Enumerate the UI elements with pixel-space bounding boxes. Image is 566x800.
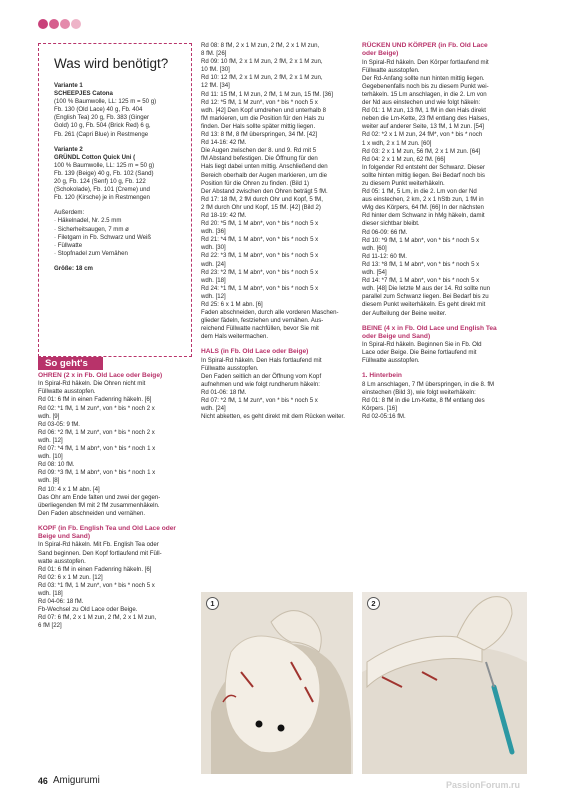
section-heading: HALS (in Fb. Old Lace oder Beige) xyxy=(201,348,309,356)
text-line: 8 Lm anschlagen, 7 fM überspringen, in die 8. fM xyxy=(362,380,495,388)
text-line: Rd 09: 10 fM, 2 x 1 M zun, 2 fM, 2 x 1 M zun, xyxy=(201,58,323,66)
chapter-dot xyxy=(49,19,59,29)
text-line: Füllwatte ausstopfen. xyxy=(362,357,420,365)
column-middle xyxy=(201,42,350,422)
text-line: Variante 2 xyxy=(54,145,83,153)
text-line: wdh. [48] Die letzte M aus der 14. Rd sollte nun xyxy=(362,285,491,293)
text-line: wdh. [18] xyxy=(201,276,226,284)
text-line: In folgender Rd entsteht der Schwanz. Dieser xyxy=(362,163,485,171)
text-line: Faden abschneiden, durch alle vorderen Maschen- xyxy=(201,309,339,317)
text-line: fM Abstand befestigen. Die Öffnung für den xyxy=(201,155,318,163)
text-line: Sand beginnen. Den Kopf fortlaufend mit Füll- xyxy=(38,549,162,557)
page-number: 46 xyxy=(38,776,48,786)
text-line: Körpers. [16] xyxy=(362,405,397,413)
text-line: 2 fM durch Ohr und Kopf, 15 fM. [42] (Bild 2) xyxy=(201,203,321,211)
text-line: 1 x wdh, 2 x 1 M zun. [60] xyxy=(362,139,432,147)
text-line: Rd 11: 15 fM, 1 M zun, 2 fM, 1 M zun, 15 fM. [36] xyxy=(201,90,333,98)
section-heading: 1. Hinterbein xyxy=(362,372,402,380)
text-line: · Häkelnadel, Nr. 2.5 mm xyxy=(54,217,122,225)
text-line: neben die Lm-Kette, 23 fM entlang des Halses, xyxy=(362,115,490,123)
text-line: Rd 13: *8 fM, 1 M abn*, von * bis * noch 5 x xyxy=(362,260,480,268)
text-line: Rd 02: *2 x 1 M zun, 24 fM*, von * bis * noch xyxy=(362,131,483,139)
text-line: watte ausstopfen. xyxy=(38,557,86,565)
materials-title: Was wird benötigt? xyxy=(54,56,169,71)
text-line: überliegenden fM mit 2 fM zusammenhäkeln. xyxy=(38,501,160,509)
text-line: Rd 24: *1 fM, 1 M abn*, von * bis * noch 5 x xyxy=(201,284,319,292)
text-line: Rd 03: 2 x 1 M zun, 56 fM, 2 x 1 M zun. [64] xyxy=(362,147,481,155)
text-line: Nicht abketten, es geht direkt mit dem Rücken weiter. xyxy=(201,413,345,421)
chapter-dots xyxy=(38,19,81,29)
text-line: Rd 01: 1 M zun, 13 fM, 1 fM in den Hals direkt xyxy=(362,107,486,115)
text-line: Größe: 18 cm xyxy=(54,264,93,272)
text-line: In Spiral-Rd häkeln. Mit Fb. English Tea oder xyxy=(38,541,159,549)
text-line: In Spiral-Rd häkeln. Die Ohren nicht mit xyxy=(38,380,146,388)
text-line: wdh. [18] xyxy=(38,590,63,598)
text-line: wdh. [10] xyxy=(38,453,63,461)
text-line: dieser sichtbar bleibt. xyxy=(362,220,420,228)
text-line: Rd 06-09: 66 fM. xyxy=(362,228,408,236)
photo-2-badge: 2 xyxy=(367,597,380,610)
text-line: sollte hinten mittig liegen. Bei Bedarf noch bis xyxy=(362,171,485,179)
photo-2-illustration xyxy=(362,592,527,774)
text-line: Rd 11-12: 60 fM. xyxy=(362,252,407,260)
text-line: Rd 14-16: 42 fM. xyxy=(201,139,247,147)
text-line: Rd 03: *1 fM, 1 M zun*, von * bis * noch 5 x xyxy=(38,581,155,589)
text-line: Rd 12: *5 fM, 1 M zun*, von * bis * noch 5 x xyxy=(201,98,318,106)
text-line: Rd 17: 18 fM, 2 fM durch Ohr und Kopf, 5 fM, xyxy=(201,195,323,203)
section-heading: oder Beige und Sand) xyxy=(362,332,431,340)
text-line: (English Tea) 20 g, Fb. 383 (Ginger xyxy=(54,114,150,122)
text-line: In Spiral-Rd häkeln. Den Körper fortlaufend mit xyxy=(362,58,489,66)
spacer xyxy=(54,139,182,146)
text-line: Rd 01-06: 18 fM. xyxy=(201,389,247,397)
text-line: Die Augen zwischen der 8. und 9. Rd mit 5 xyxy=(201,147,317,155)
spacer xyxy=(201,341,350,348)
section-heading: Beige und Sand) xyxy=(38,533,91,541)
text-line: In Spiral-Rd häkeln. Den Hals fortlaufend mit xyxy=(201,356,322,364)
chapter-dot xyxy=(71,19,81,29)
text-line: · Füllwatte xyxy=(54,241,83,249)
text-line: Hals liegt dabei unten mittig. Anschließend den xyxy=(201,163,328,171)
text-line: 10 fM. [30] xyxy=(201,66,230,74)
text-line: wdh. [60] xyxy=(362,244,387,252)
text-line: wdh. [9] xyxy=(38,412,60,420)
text-line: wdh. [12] xyxy=(201,292,226,300)
text-line: finden. Der Hals sollte später mittig liegen. xyxy=(201,122,316,130)
text-line: Der Rd-Anfang sollte nun hinten mittig liegen. xyxy=(362,74,485,82)
text-line: Rd 25: 6 x 1 M abn. [6] xyxy=(201,301,263,308)
text-line: terhäkeln. 15 Lm anschlagen, in die 2. Lm von xyxy=(362,90,487,98)
photo-2 xyxy=(362,592,527,774)
text-line: Rd 22: *3 fM, 1 M abn*, von * bis * noch 5 x xyxy=(201,252,319,260)
text-line: Gegebenenfalls noch bis zu diesem Punkt wei- xyxy=(362,82,489,90)
text-line: 12 fM. [34] xyxy=(201,82,230,90)
text-line: · Sicherheitsaugen, 7 mm ø xyxy=(54,225,129,233)
text-line: (100 % Baumwolle, LL: 125 m = 50 g) xyxy=(54,98,157,106)
text-line: GRÜNDL Cotton Quick Uni ( xyxy=(54,153,136,161)
text-line: · Filetgarn in Fb. Schwarz und Weiß xyxy=(54,233,152,241)
text-line: aus einstechen, 2 km, 2 x 1 hStb zun, 1 fM in xyxy=(362,196,484,204)
text-line: Rd 08: 10 fM. xyxy=(38,461,75,469)
text-line: Rd 02: 6 x 1 M zun. [12] xyxy=(38,573,103,581)
text-line: Fb. 130 (Old Lace) 40 g, Fb. 404 xyxy=(54,106,143,114)
text-line: Rd hinter dem Schwanz in hMg häkeln, damit xyxy=(362,212,485,220)
text-line: Rd 10: 4 x 1 M abn. [4] xyxy=(38,485,100,493)
text-line: Rd 20: *5 fM, 1 M abn*, von * bis * noch 5 x xyxy=(201,220,319,228)
section-heading: oder Beige) xyxy=(362,50,399,58)
text-line: Füllwatte ausstopfen. xyxy=(362,66,420,74)
text-line: Rd 10: 12 fM, 2 x 1 M zun, 2 fM, 2 x 1 M zun, xyxy=(201,74,323,82)
spacer xyxy=(54,258,182,265)
text-line: Fb-Wechsel zu Old Lace oder Beige. xyxy=(38,606,138,614)
text-line: Rd 04: 2 x 1 M zun, 62 fM. [66] xyxy=(362,155,446,163)
text-line: Rd 04-06: 18 fM. xyxy=(38,598,84,606)
text-line: weiter auf anderer Seite, 13 fM, 1 M zun. [54] xyxy=(362,123,484,131)
text-line: der Aufteilung der Beine weiter. xyxy=(362,309,447,317)
text-line: diesem Punkt weiterhäkeln. Es geht direkt mit xyxy=(362,301,486,309)
text-line: wdh. [24] xyxy=(201,260,226,268)
section-heading: RÜCKEN UND KÖRPER (in Fb. Old Lace xyxy=(362,42,488,49)
text-line: Fb. 120 (Kirsche) je in Restmengen xyxy=(54,194,150,202)
text-line: 100 % Baumwolle, LL: 125 m = 50 g) xyxy=(54,161,155,169)
text-line: Gold) 10 g, Fb. 504 (Brick Red) 6 g, xyxy=(54,122,151,130)
text-line: Außerdem: xyxy=(54,209,85,217)
text-line: Rd 10: *9 fM, 1 M abn*, von * bis * noch 5 x xyxy=(362,236,480,244)
text-line: Rd 07: *2 fM, 1 M zun*, von * bis * noch 5 x xyxy=(201,397,318,405)
text-line: fM markieren, um die Position für den Hals zu xyxy=(201,114,325,122)
text-line: der Nd aus einstechen und wie folgt häkeln: xyxy=(362,99,481,107)
text-line: reichend Füllwatte nachfüllen, bevor Sie mit xyxy=(201,325,319,333)
text-line: 6 fM [22] xyxy=(38,622,62,630)
text-line: Den Faden abschneiden und vernähen. xyxy=(38,509,146,517)
column-right xyxy=(362,42,524,421)
spacer xyxy=(362,365,524,372)
text-line: · Stopfnadel zum Vernähen xyxy=(54,249,128,257)
text-line: Füllwatte ausstopfen. xyxy=(38,388,96,396)
text-line: dem Hals weitermachen. xyxy=(201,333,269,341)
text-line: Den Faden seitlich an der Öffnung vom Kopf xyxy=(201,372,322,380)
text-line: 20 g, Fb. 124 (Senf) 10 g, Fb. 122 xyxy=(54,178,146,186)
text-line: wdh. [42] Den Kopf umdrehen und unterhalb 8 xyxy=(201,106,327,114)
text-line: 8 fM. [26] xyxy=(201,50,227,58)
text-line: Rd 09: *3 fM, 1 M abn*, von * bis * noch 1 x xyxy=(38,469,156,477)
photo-1 xyxy=(201,592,353,774)
text-line: Füllwatte ausstopfen. xyxy=(201,364,259,372)
text-line: Bereich oberhalb der Augen markieren, um die xyxy=(201,171,328,179)
text-line: wdh. [36] xyxy=(201,228,226,236)
text-line: Variante 1 xyxy=(54,82,83,89)
text-line: Position für die Ohren zu finden. (Bild 1) xyxy=(201,179,310,187)
text-line: Rd 01: 6 fM in einen Fadenring häkeln. [6] xyxy=(38,396,152,404)
text-line: Rd 05: 1 fM, 5 Lm, in die 2. Lm von der Nd xyxy=(362,188,477,196)
chapter-dot xyxy=(60,19,70,29)
text-line: Rd 08: 8 fM, 2 x 1 M zun, 2 fM, 2 x 1 M zun, xyxy=(201,42,320,49)
text-line: Rd 02-05:16 fM. xyxy=(362,413,406,421)
text-line: Rd 02: *1 fM, 1 M zun*, von * bis * noch 2 x xyxy=(38,404,155,412)
text-line: wdh. [24] xyxy=(201,405,226,413)
section-heading: OHREN (2 x in Fb. Old Lace oder Beige) xyxy=(38,372,163,379)
spacer xyxy=(38,518,200,525)
text-line: Rd 03-05: 9 fM. xyxy=(38,420,80,428)
text-line: vMg des Körpers, 64 fM. [66] In der nächsten xyxy=(362,204,484,212)
text-line: parallel zum Schwanz liegen. Bei Bedarf bis zu xyxy=(362,293,489,301)
text-line: Rd 23: *2 fM, 1 M abn*, von * bis * noch 5 x xyxy=(201,268,319,276)
text-line: Rd 14: *7 fM, 1 M abn*, von * bis * noch 5 x xyxy=(362,277,480,285)
photo-1-badge: 1 xyxy=(206,597,219,610)
section-band xyxy=(38,357,103,370)
section-heading: KOPF (in Fb. English Tea und Old Lace oder xyxy=(38,524,176,532)
text-line: Lace oder Beige. Die Beine fortlaufend mit xyxy=(362,349,477,357)
spacer xyxy=(362,318,524,325)
section-heading: BEINE (4 x in Fb. Old Lace und English Tea xyxy=(362,324,497,332)
text-line: wdh. [12] xyxy=(38,436,63,444)
text-line: glieder fädeln, festziehen und vernähen. Aus- xyxy=(201,317,324,325)
text-line: wdh. [30] xyxy=(201,244,226,252)
materials-box xyxy=(38,43,192,357)
text-line: Rd 07: 6 fM, 2 x 1 M zun, 2 fM, 2 x 1 M zun, xyxy=(38,614,157,622)
text-line: SCHEEPJES Catona xyxy=(54,90,113,98)
text-line: zu diesem Punkt weiterhäkeln. xyxy=(362,180,445,187)
text-line: Rd 21: *4 fM, 1 M abn*, von * bis * noch 5 x xyxy=(201,236,319,244)
spacer xyxy=(54,202,182,209)
text-line: einstechen (Bild 3), wie folgt weiterhäkeln: xyxy=(362,388,476,396)
text-line: Rd 06: *2 fM, 1 M zun*, von * bis * noch 2 x xyxy=(38,428,155,436)
text-line: aufnehmen und wie folgt rundherum häkeln: xyxy=(201,381,320,389)
text-line: wdh. [54] xyxy=(362,269,387,277)
text-line: Rd 01: 6 fM in einen Fadenring häkeln. [6] xyxy=(38,565,152,573)
chapter-dot xyxy=(38,19,48,29)
materials-list xyxy=(54,82,182,273)
text-line: Rd 13: 8 fM, 8 fM überspringen, 34 fM. [42] xyxy=(201,131,318,139)
text-line: wdh. [8] xyxy=(38,477,60,485)
text-line: Der Abstand zwischen den Ohren beträgt 5 fM. xyxy=(201,187,328,195)
text-line: In Spiral-Rd häkeln. Beginnen Sie in Fb. Old xyxy=(362,341,482,349)
section-label: So geht's xyxy=(45,358,88,369)
watermark: PassionForum.ru xyxy=(446,780,521,790)
column-left xyxy=(38,372,200,631)
magazine-name: Amigurumi xyxy=(53,775,100,786)
text-line: Rd 18-19: 42 fM. xyxy=(201,211,247,219)
photo-1-illustration xyxy=(201,592,353,774)
text-line: (Schokolade), Fb. 101 (Creme) und xyxy=(54,186,150,194)
text-line: Rd 01: 8 fM in die Lm-Kette, 8 fM entlang des xyxy=(362,396,485,404)
text-line: Fb. 261 (Capri Blue) in Restmenge xyxy=(54,130,149,138)
text-line: Das Ohr am Ende falten und zwei der gegen- xyxy=(38,493,161,501)
text-line: Rd 07: *4 fM, 1 M abn*, von * bis * noch 1 x xyxy=(38,445,156,453)
text-line: Fb. 139 (Beige) 40 g, Fb. 102 (Sand) xyxy=(54,169,154,177)
